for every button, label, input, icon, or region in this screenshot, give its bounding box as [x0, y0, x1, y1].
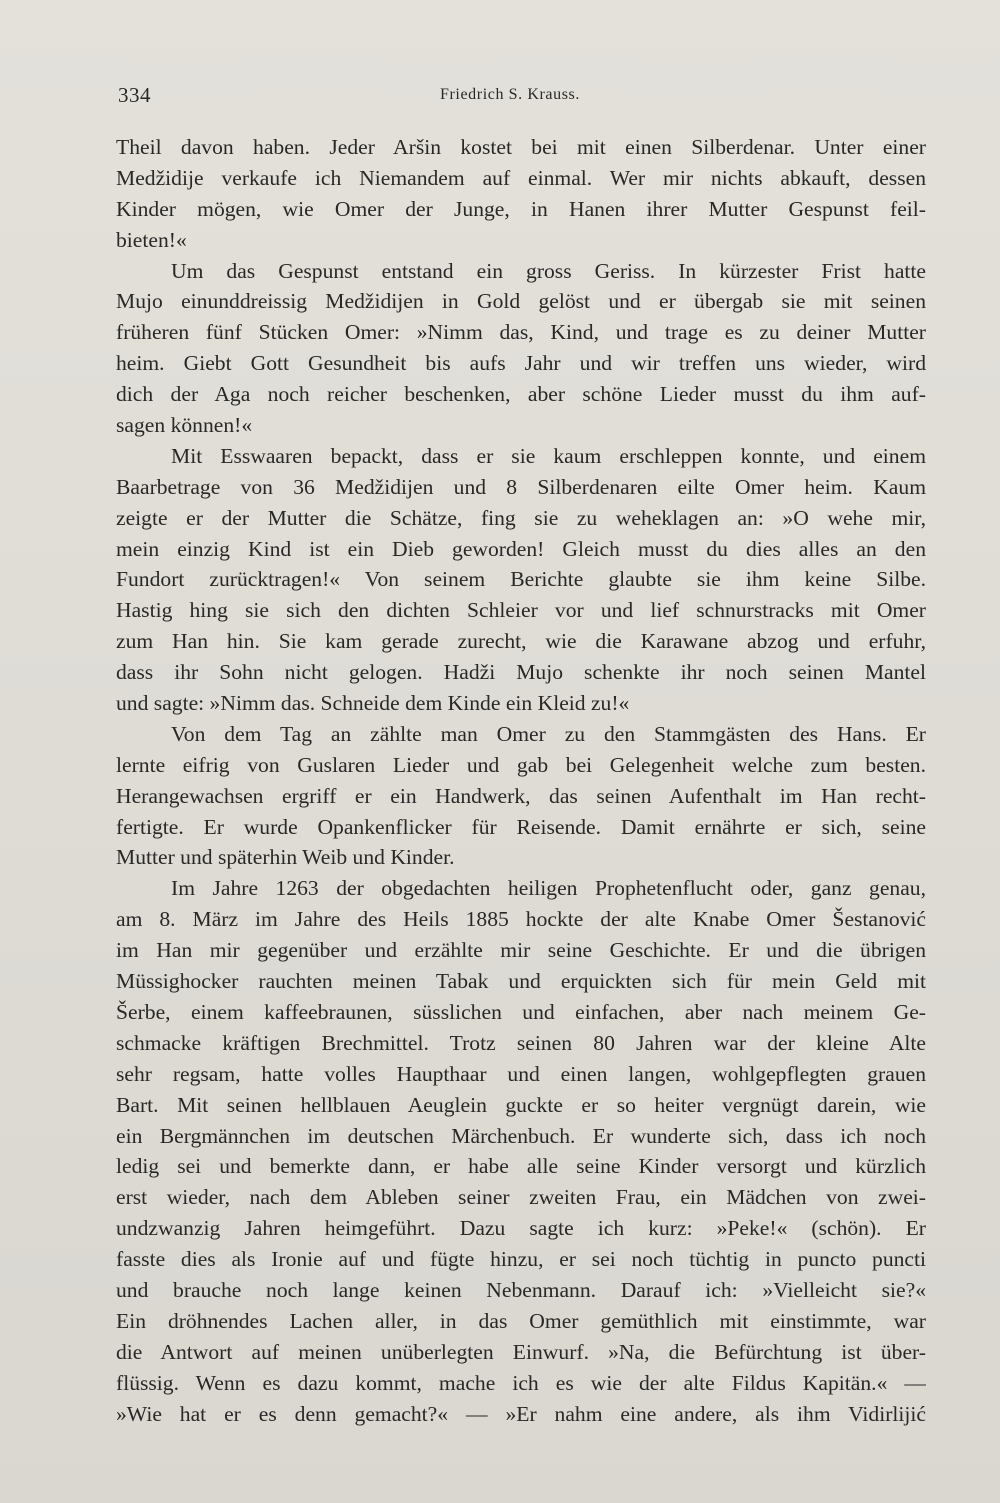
- text-line: und sagte: »Nimm das. Schneide dem Kinde ein Kleid zu!«: [116, 691, 630, 716]
- text-line: Mujo einunddreissig Medžidijen in Gold gelöst und er übergab sie mit seinen: [116, 289, 926, 314]
- text-line: die Antwort auf meinen unüberlegten Einwurf. »Na, die Befürchtung ist über-: [116, 1339, 926, 1364]
- text-line: ein Bergmännchen im deutschen Märchenbuch. Er wunderte sich, dass ich noch: [116, 1123, 926, 1148]
- text-line: dich der Aga noch reicher beschenken, aber schöne Lieder musst du ihm auf-: [116, 382, 926, 407]
- text-line: am 8. März im Jahre des Heils 1885 hockte der alte Knabe Omer Šestanović: [116, 907, 926, 932]
- text-line: Baarbetrage von 36 Medžidijen und 8 Silberdenaren eilte Omer heim. Kaum: [116, 474, 926, 499]
- text-line: mein einzig Kind ist ein Dieb geworden! Gleich musst du dies alles an den: [116, 536, 926, 561]
- text-line: Ein dröhnendes Lachen aller, in das Omer gemüthlich mit einstimmte, war: [116, 1308, 926, 1333]
- text-line: bieten!«: [116, 227, 187, 252]
- text-line: Mit Esswaaren bepackt, dass er sie kaum erschleppen konnte, und einem: [171, 443, 926, 468]
- text-line: Kinder mögen, wie Omer der Junge, in Hanen ihrer Mutter Gespunst feil-: [116, 196, 926, 221]
- text-line: sehr regsam, hatte volles Haupthaar und einen langen, wohlgepflegten grauen: [116, 1061, 926, 1086]
- text-line: »Wie hat er es denn gemacht?« — »Er nahm eine andere, als ihm Vidirlijić: [116, 1401, 926, 1426]
- text-line: im Han mir gegenüber und erzählte mir seine Geschichte. Er und die übrigen: [116, 938, 926, 963]
- text-line: Bart. Mit seinen hellblauen Aeuglein guckte er so heiter vergnügt darein, wie: [116, 1092, 926, 1117]
- text-line: erst wieder, nach dem Ableben seiner zweiten Frau, ein Mädchen von zwei-: [116, 1185, 926, 1210]
- text-line: flüssig. Wenn es dazu kommt, mache ich es wie der alte Fildus Kapitän.« —: [116, 1370, 926, 1395]
- text-line: heim. Giebt Gott Gesundheit bis aufs Jahr und wir treffen uns wieder, wird: [116, 351, 926, 376]
- text-line: Hastig hing sie sich den dichten Schleier vor und lief schnurstracks mit Omer: [116, 598, 926, 623]
- running-head: Friedrich S. Krauss.: [440, 86, 580, 103]
- text-line: Medžidije verkaufe ich Niemandem auf einmal. Wer mir nichts abkauft, dessen: [116, 165, 926, 190]
- page-number: 334: [118, 83, 151, 107]
- text-line: Herangewachsen ergriff er ein Handwerk, das seinen Aufenthalt im Han recht-: [116, 783, 926, 808]
- body-text: [116, 132, 926, 1429]
- text-line: früheren fünf Stücken Omer: »Nimm das, Kind, und trage es zu deiner Mutter: [116, 320, 926, 345]
- text-line: lernte eifrig von Guslaren Lieder und gab bei Gelegenheit welche zum besten.: [116, 752, 926, 777]
- page-header: [118, 83, 898, 113]
- text-line: sagen können!«: [116, 413, 253, 438]
- text-line: undzwanzig Jahren heimgeführt. Dazu sagte ich kurz: »Peke!« (schön). Er: [116, 1216, 926, 1241]
- text-line: zeigte er der Mutter die Schätze, fing sie zu weheklagen an: »O wehe mir,: [116, 505, 926, 530]
- text-line: Um das Gespunst entstand ein gross Geriss. In kürzester Frist hatte: [171, 258, 926, 283]
- text-line: Im Jahre 1263 der obgedachten heiligen Prophetenflucht oder, ganz genau,: [171, 876, 926, 901]
- text-line: Fundort zurücktragen!« Von seinem Berichte glaubte sie ihm keine Silbe.: [116, 567, 926, 592]
- text-line: zum Han hin. Sie kam gerade zurecht, wie die Karawane abzog und erfuhr,: [116, 629, 926, 654]
- text-line: Mutter und späterhin Weib und Kinder.: [116, 845, 455, 870]
- text-line: fasste dies als Ironie auf und fügte hinzu, er sei noch tüchtig in puncto puncti: [116, 1247, 926, 1272]
- text-line: Šerbe, einem kaffeebraunen, süsslichen und einfachen, aber nach meinem Ge-: [116, 999, 926, 1024]
- text-line: Theil davon haben. Jeder Aršin kostet bei mit einen Silberdenar. Unter einer: [116, 135, 926, 159]
- text-line: dass ihr Sohn nicht gelogen. Hadži Mujo schenkte ihr noch seinen Mantel: [116, 660, 926, 685]
- text-line: Von dem Tag an zählte man Omer zu den Stammgästen des Hans. Er: [171, 721, 926, 746]
- text-line: und brauche noch lange keinen Nebenmann. Darauf ich: »Vielleicht sie?«: [116, 1277, 926, 1302]
- text-line: schmacke kräftigen Brechmittel. Trotz seinen 80 Jahren war der kleine Alte: [116, 1030, 926, 1055]
- text-line: Müssighocker rauchten meinen Tabak und erquickten sich für mein Geld mit: [116, 969, 926, 994]
- text-line: fertigte. Er wurde Opankenflicker für Reisende. Damit ernährte er sich, seine: [116, 814, 926, 839]
- text-line: ledig sei und bemerkte dann, er habe alle seine Kinder versorgt und kürzlich: [116, 1154, 926, 1179]
